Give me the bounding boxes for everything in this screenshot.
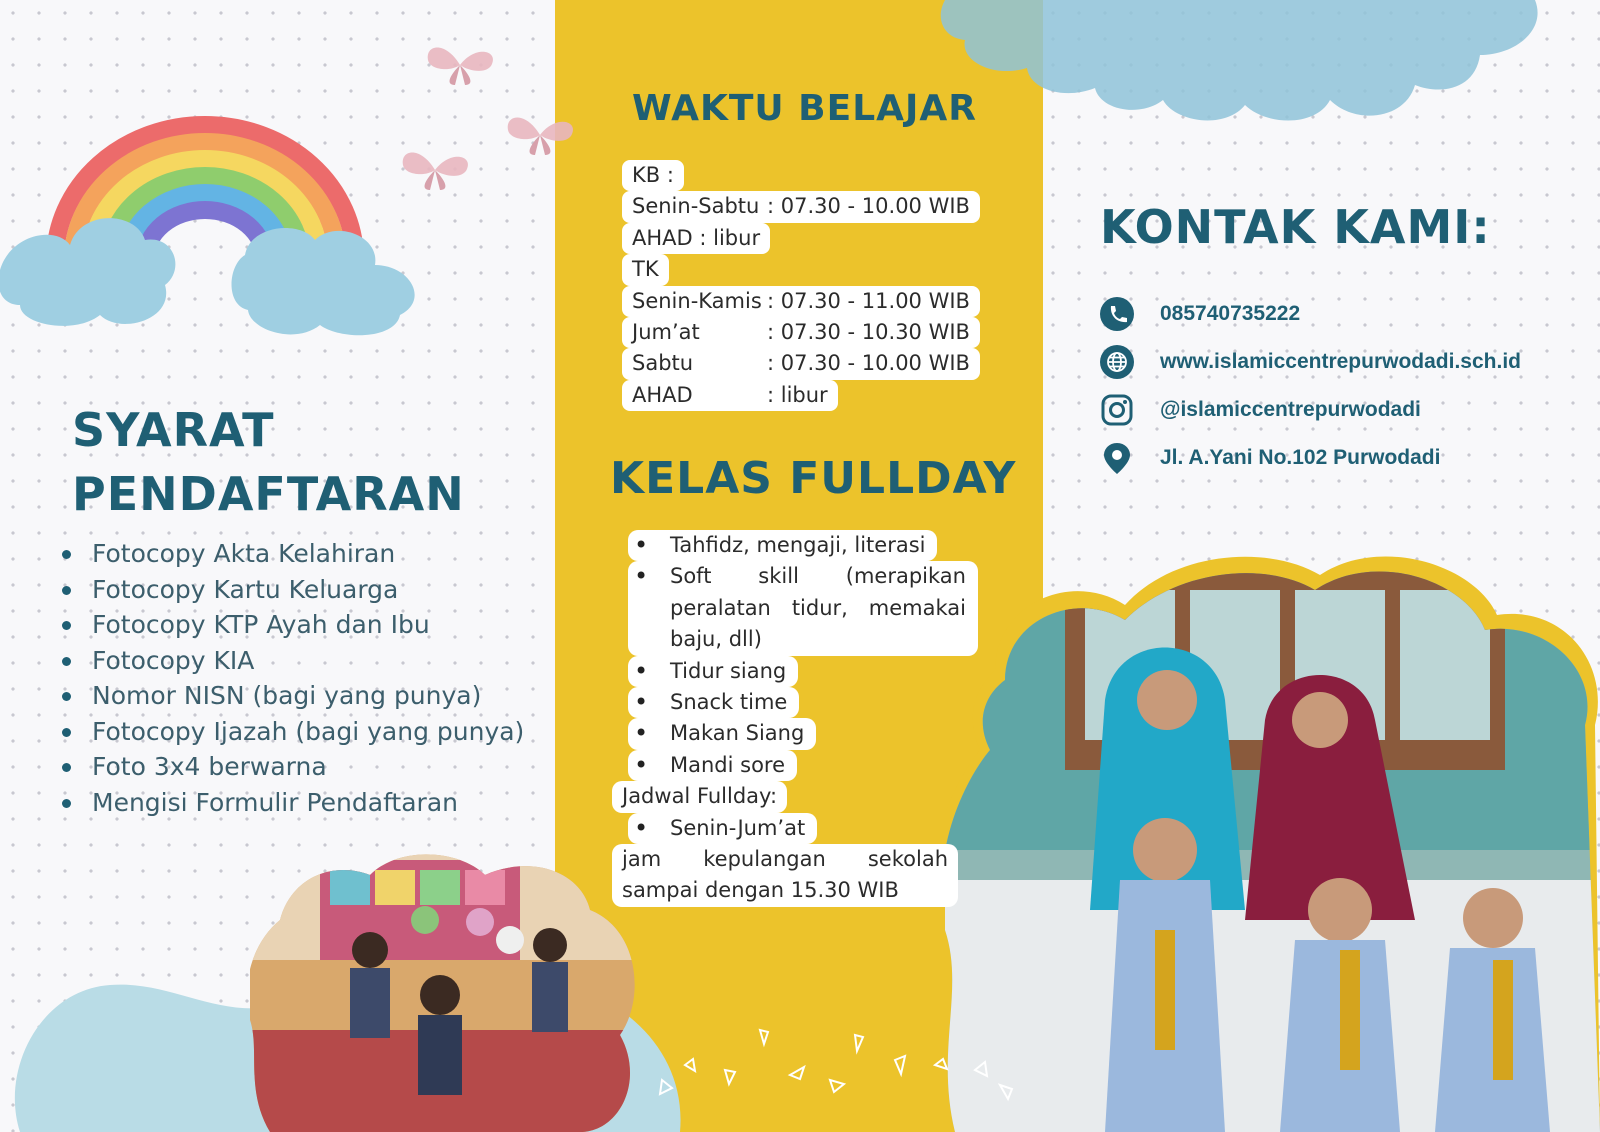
contact-website[interactable] [1100, 338, 1521, 386]
list-item: • Tidur siang [628, 656, 798, 687]
schedule-day: AHAD [632, 225, 693, 250]
schedule-row [622, 160, 997, 191]
contact-address[interactable] [1100, 434, 1521, 482]
list-item: Foto 3x4 berwarna [60, 749, 530, 785]
schedule-time: : 07.30 - 10.00 WIB [767, 194, 970, 219]
cloud-top-right-decoration [935, 0, 1550, 130]
globe-icon [1100, 345, 1134, 379]
schedule-time: : 07.30 - 10.00 WIB [767, 351, 970, 376]
contact-list [1100, 290, 1521, 482]
tk-label: TK [622, 254, 669, 285]
schedule-time: : libur [767, 382, 828, 407]
schedule-day: Sabtu [632, 351, 694, 376]
list-item: • Mandi sore [628, 750, 797, 781]
list-item: • Senin-Jum’at [628, 813, 817, 844]
schedule-day: Senin-Kamis [632, 288, 762, 313]
list-item: Fotocopy Akta Kelahiran [60, 536, 530, 572]
kontak-kami-heading: KONTAK KAMI: [1100, 200, 1491, 254]
address-text: Jl. A.Yani No.102 Purwodadi [1160, 446, 1441, 469]
list-item: • Snack time [628, 687, 799, 718]
kb-label: KB : [622, 160, 684, 191]
schedule-row [622, 317, 980, 348]
schedule-row [622, 223, 770, 254]
list-item: Nomor NISN (bagi yang punya) [60, 678, 530, 714]
list-item: Fotocopy Kartu Keluarga [60, 572, 530, 608]
instagram-icon [1100, 393, 1134, 427]
syarat-list [60, 536, 530, 820]
list-item: Fotocopy KIA [60, 643, 530, 679]
waktu-belajar-schedule [622, 160, 997, 411]
schedule-row [622, 286, 980, 317]
kelas-fullday-heading: KELAS FULLDAY [610, 453, 1017, 504]
teachers-students-photo [945, 550, 1600, 1132]
list-item: Mengisi Formulir Pendaftaran [60, 785, 530, 821]
list-item: Fotocopy Ijazah (bagi yang punya) [60, 714, 530, 750]
rainbow-illustration [0, 60, 440, 340]
schedule-row [622, 191, 980, 222]
fullday-activity-list [612, 530, 966, 781]
contact-instagram[interactable] [1100, 386, 1521, 434]
schedule-time: : libur [699, 225, 761, 250]
list-item: • Soft skill (merapikan peralatan tidur, memakai baju, dll) [628, 561, 978, 655]
jadwal-fullday-label: Jadwal Fullday: [612, 781, 787, 812]
classroom-photo [250, 850, 650, 1132]
phone-icon [1100, 297, 1134, 331]
butterfly-icon [500, 110, 580, 160]
contact-phone[interactable] [1100, 290, 1521, 338]
schedule-row [622, 380, 838, 411]
schedule-row [622, 348, 980, 379]
schedule-day: Jum’at [632, 320, 700, 345]
website-link: www.islamiccentrepurwodadi.sch.id [1160, 350, 1521, 373]
butterfly-icon [395, 145, 475, 195]
location-pin-icon [1100, 441, 1134, 475]
kelas-fullday-content [612, 530, 966, 907]
confetti-decoration [650, 1020, 1030, 1120]
fullday-note: jam kepulangan sekolah sampai dengan 15.30 WIB [612, 844, 958, 907]
schedule-day: AHAD [632, 382, 693, 407]
list-item: Fotocopy KTP Ayah dan Ibu [60, 607, 530, 643]
schedule-time: : 07.30 - 10.30 WIB [767, 320, 970, 345]
schedule-time: : 07.30 - 11.00 WIB [767, 288, 970, 313]
phone-number: 085740735222 [1160, 302, 1301, 325]
list-item: • Tahfidz, mengaji, literasi [628, 530, 937, 561]
butterfly-icon [420, 40, 500, 90]
schedule-row [622, 254, 997, 285]
waktu-belajar-heading: WAKTU BELAJAR [632, 88, 977, 129]
instagram-handle: @islamiccentrepurwodadi [1160, 398, 1421, 421]
syarat-pendaftaran-heading [72, 398, 465, 526]
schedule-day: Senin-Sabtu [632, 194, 760, 219]
jadwal-fullday-list [612, 813, 958, 844]
heading-line: PENDAFTARAN [72, 467, 465, 521]
heading-line: SYARAT [72, 403, 275, 457]
list-item: • Makan Siang [628, 718, 816, 749]
